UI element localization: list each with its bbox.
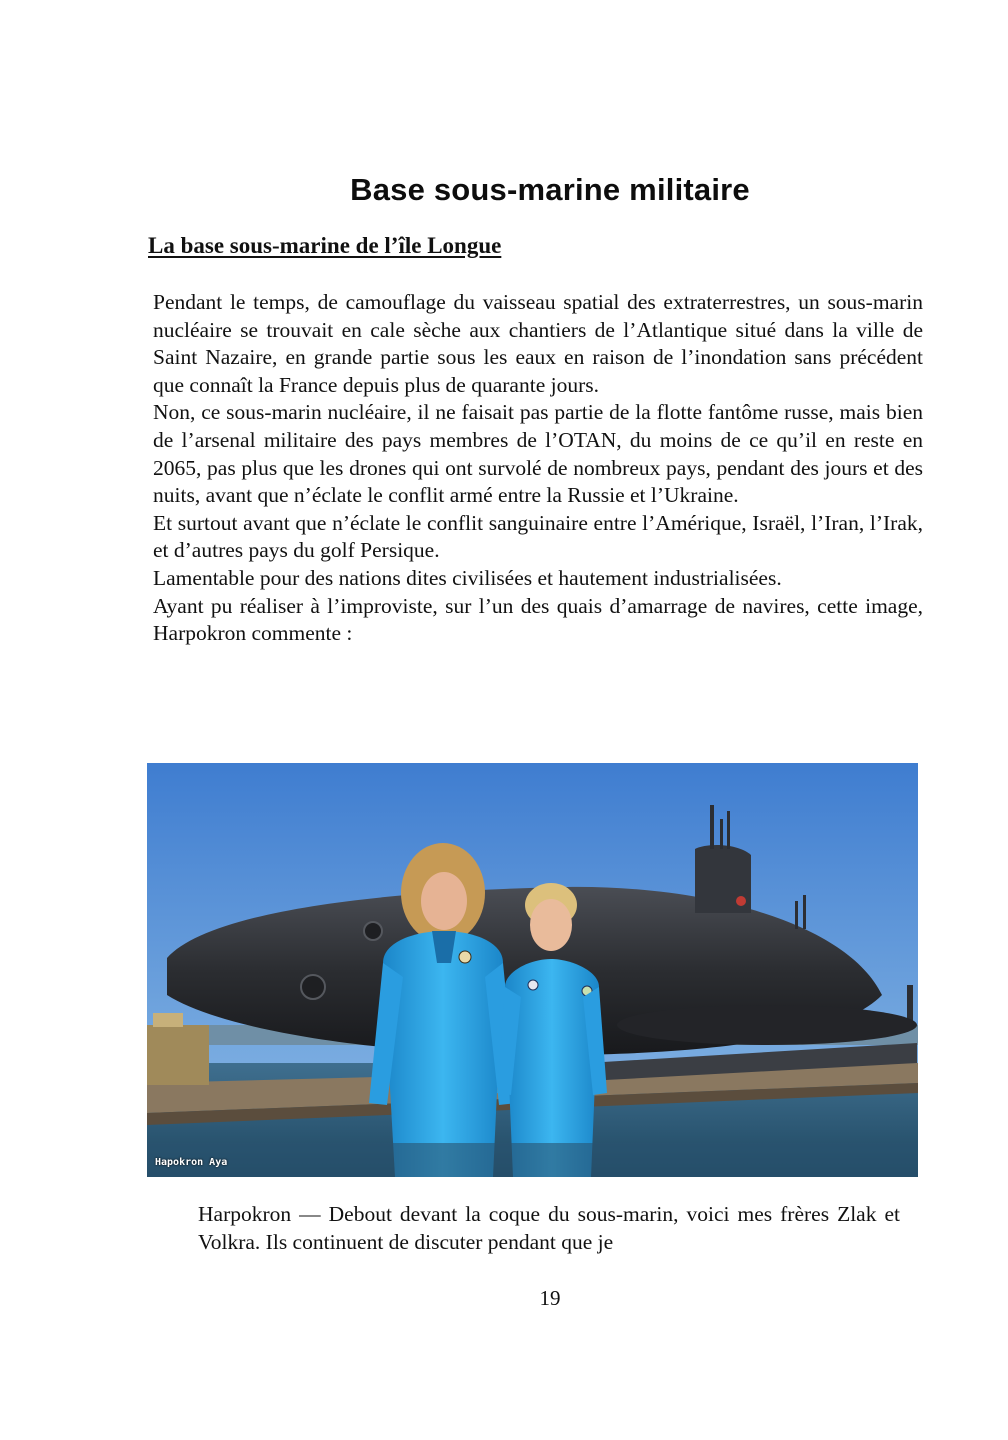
paragraph: Ayant pu réaliser à l’improviste, sur l’un des quais d’amarrage de navires, cette image, Harpokron commente : (153, 593, 923, 646)
paragraph: Et surtout avant que n’éclate le conflit sanguinaire entre l’Amérique, Israël, l’Iran, l’Irak, et d’autres pays du golf Persique. (153, 510, 923, 563)
paragraph: Pendant le temps, de camouflage du vaisseau spatial des extraterrestres, un sous-marin nucléaire se trouvait en cale sèche aux chantiers de l’Atlantique situé dans la ville de Saint Nazaire, en grande partie sous les eaux en raison de l’inondation sans précédent que connaît la France depuis plus de quarante jours. (153, 290, 923, 397)
paragraph: Non, ce sous-marin nucléaire, il ne faisait pas partie de la flotte fantôme russe, mais bien de l’arsenal militaire des pays membres de l’OTAN, du moins de ce qu’il en reste en 2065, pas plus que les drones qui ont survolé de nombreux pays, pendant des jours et des nuits, avant que n’éclate le conflit armé entre la Russie et l’Ukraine. (153, 400, 923, 508)
image-credit: Hapokron Aya (155, 1157, 228, 1168)
page-title: Base sous-marine militaire (350, 172, 750, 207)
submarine-photo (147, 763, 918, 1177)
page-number: 19 (539, 1286, 561, 1310)
section-heading: La base sous-marine de l’île Longue (148, 233, 502, 258)
submarine-illustration (147, 763, 918, 1177)
body-text (153, 289, 923, 648)
image-caption: Harpokron — Debout devant la coque du sous-marin, voici mes frères Zlak et Volkra. Ils continuent de discuter pendant que je (198, 1202, 900, 1254)
paragraph: Lamentable pour des nations dites civilisées et hautement industrialisées. (153, 565, 782, 590)
